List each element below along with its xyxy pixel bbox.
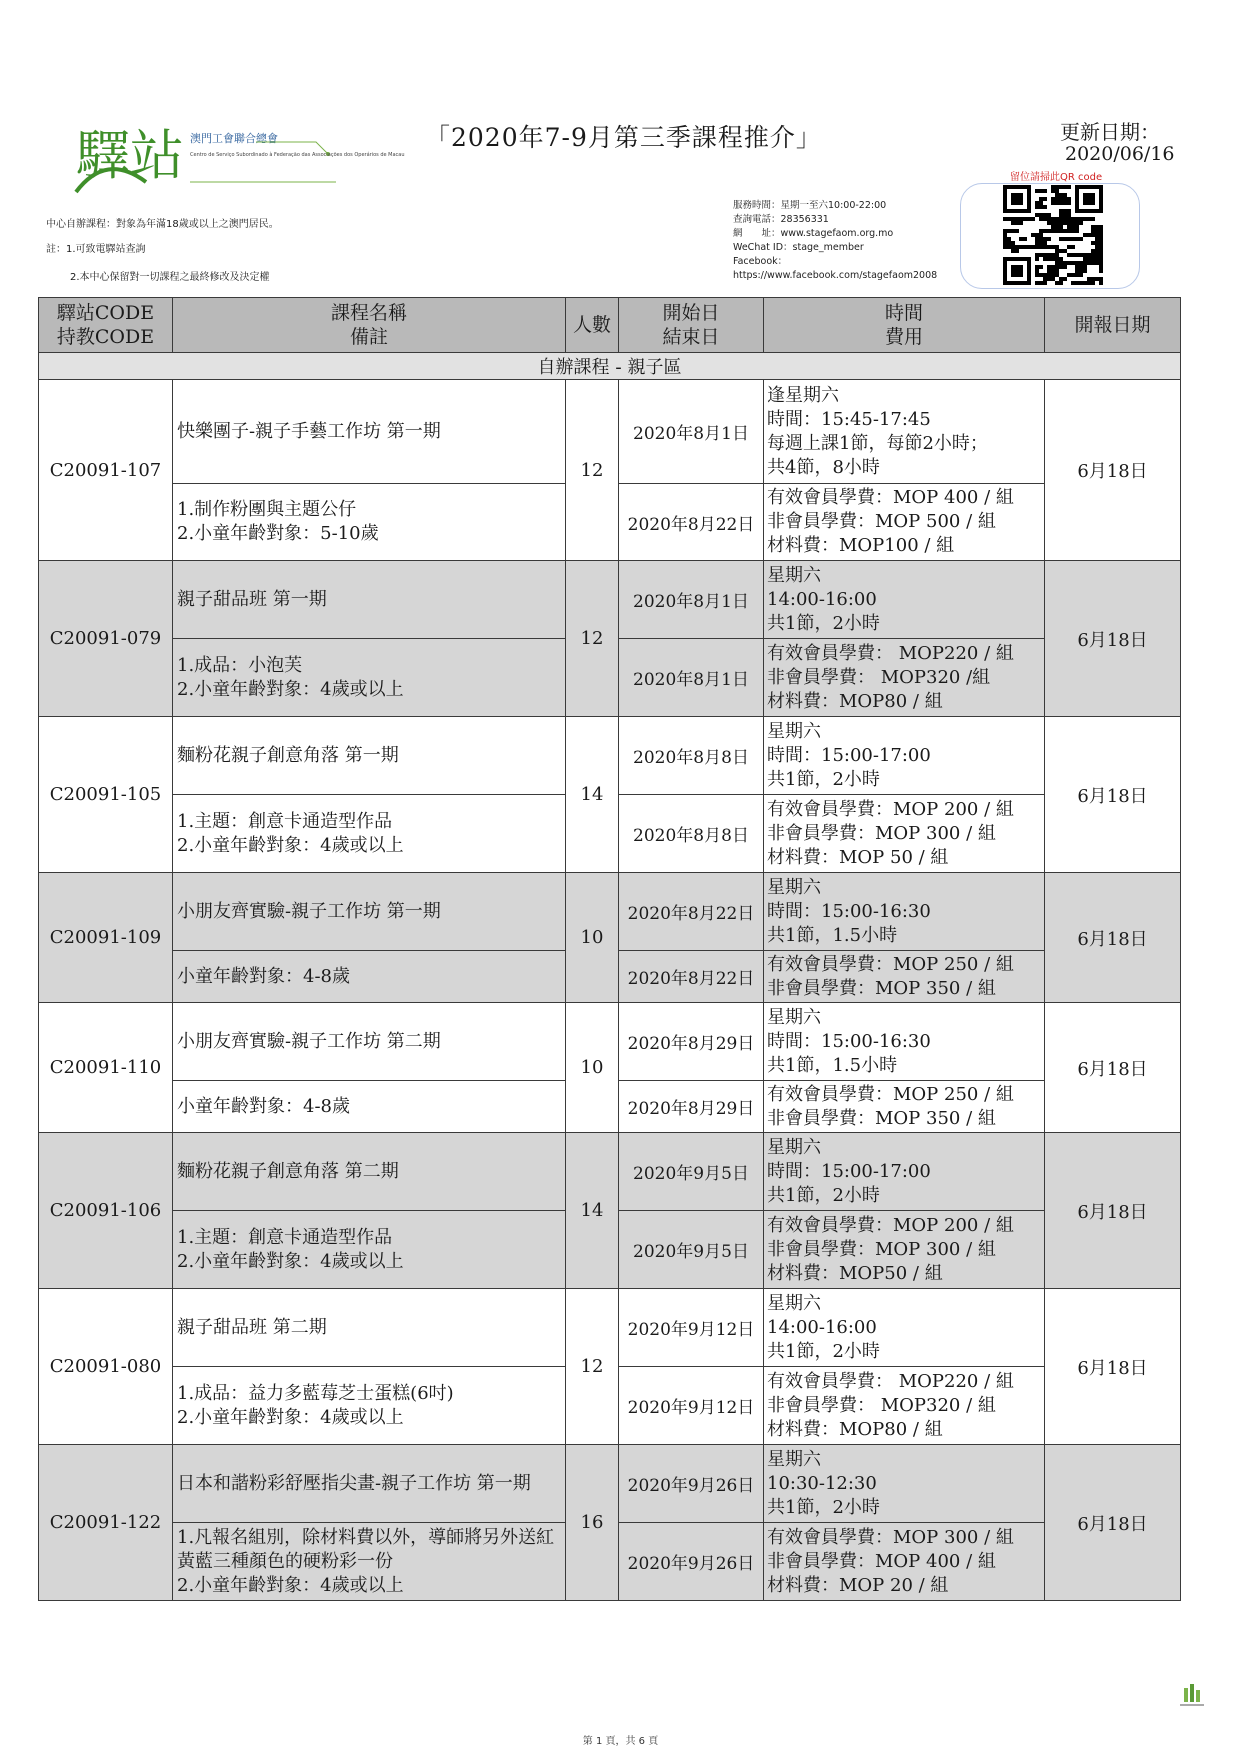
fee-line: 有效會員學費：MOP 200 / 組 bbox=[767, 798, 1014, 820]
remark-line: 2.小童年齡對象：4歲或以上 bbox=[177, 1250, 404, 1272]
wechat-id: WeChat ID：stage_member bbox=[733, 242, 864, 253]
table-row bbox=[39, 1445, 1181, 1523]
start-date: 2020年8月1日 bbox=[619, 380, 764, 484]
update-date: 2020/06/16 bbox=[1065, 143, 1175, 165]
logo-org-text: 澳門工會聯合總會 bbox=[190, 132, 278, 145]
course-code: C20091-110 bbox=[39, 1003, 173, 1133]
time-line: 14:00-16:00 bbox=[767, 588, 877, 610]
end-date: 2020年8月22日 bbox=[619, 951, 764, 1003]
eligibility-note: 中心自辦課程：對象為年滿18歲或以上之澳門居民。 bbox=[46, 219, 279, 230]
remark-line: 小童年齡對象：4-8歲 bbox=[177, 1095, 350, 1117]
fee-line: 材料費：MOP50 / 組 bbox=[767, 1262, 943, 1284]
start-date: 2020年8月29日 bbox=[619, 1003, 764, 1081]
course-people: 10 bbox=[566, 873, 619, 1003]
logo-mark-text: 驛站 bbox=[76, 124, 184, 187]
course-code: C20091-107 bbox=[39, 380, 173, 561]
start-date: 2020年9月5日 bbox=[619, 1133, 764, 1211]
course-people: 12 bbox=[566, 561, 619, 717]
registration-date: 6月18日 bbox=[1045, 380, 1181, 561]
time-line: 時間：15:00-16:30 bbox=[767, 900, 931, 922]
remark-line: 2.小童年齡對象：4歲或以上 bbox=[177, 1574, 404, 1596]
course-fee bbox=[764, 951, 1045, 1003]
table-row bbox=[39, 380, 1181, 484]
registration-date: 6月18日 bbox=[1045, 1289, 1181, 1445]
fee-line: 有效會員學費：MOP 300 / 組 bbox=[767, 1526, 1014, 1548]
start-date: 2020年9月26日 bbox=[619, 1445, 764, 1523]
course-name: 麵粉花親子創意角落 第一期 bbox=[173, 717, 566, 795]
time-line: 共1節，2小時 bbox=[767, 1340, 880, 1362]
fee-line: 非會員學費：MOP 350 / 組 bbox=[767, 977, 996, 999]
fee-line: 有效會員學費：MOP 400 / 組 bbox=[767, 487, 1014, 508]
start-date: 2020年8月1日 bbox=[619, 561, 764, 639]
update-label: 更新日期： bbox=[1060, 120, 1160, 144]
course-time bbox=[764, 1133, 1045, 1211]
course-time bbox=[764, 380, 1045, 484]
registration-date: 6月18日 bbox=[1045, 717, 1181, 873]
service-hours: 服務時間：星期一至六10:00-22:00 bbox=[733, 200, 887, 211]
course-name: 親子甜品班 第二期 bbox=[173, 1289, 566, 1367]
time-line: 逢星期六 bbox=[767, 384, 839, 406]
course-name: 小朋友齊實驗-親子工作坊 第二期 bbox=[173, 1003, 566, 1081]
time-line: 共1節，2小時 bbox=[767, 1184, 880, 1206]
note-2: 2.本中心保留對一切課程之最終修改及決定權 bbox=[70, 272, 270, 283]
time-line: 星期六 bbox=[767, 564, 821, 586]
fee-line: 材料費：MOP80 / 組 bbox=[767, 690, 943, 712]
time-line: 共1節，1.5小時 bbox=[767, 1054, 898, 1076]
qr-note: 留位請掃此QR code bbox=[1010, 172, 1103, 183]
header-people: 人數 bbox=[566, 298, 619, 353]
course-fee bbox=[764, 484, 1045, 561]
remark-line: 1.凡報名組別，除材料費以外，導師將另外送紅黃藍三種顏色的硬粉彩一份 bbox=[177, 1526, 555, 1572]
fee-line: 非會員學費： MOP320 / 組 bbox=[767, 1394, 996, 1416]
fee-line: 材料費：MOP80 / 組 bbox=[767, 1418, 943, 1440]
table-row bbox=[39, 561, 1181, 639]
end-date: 2020年9月26日 bbox=[619, 1523, 764, 1601]
section-title: 自辦課程 - 親子區 bbox=[39, 353, 1181, 380]
start-date: 2020年8月22日 bbox=[619, 873, 764, 951]
section-row bbox=[39, 353, 1181, 380]
header-reg: 開報日期 bbox=[1045, 298, 1181, 353]
time-line: 星期六 bbox=[767, 720, 821, 742]
fee-line: 非會員學費： MOP320 /組 bbox=[767, 666, 991, 688]
course-people: 14 bbox=[566, 1133, 619, 1289]
course-fee bbox=[764, 1523, 1045, 1601]
remark-line: 1.主題：創意卡通造型作品 bbox=[177, 810, 393, 832]
course-name: 快樂團子-親子手藝工作坊 第一期 bbox=[173, 380, 566, 484]
fee-line: 非會員學費：MOP 400 / 組 bbox=[767, 1550, 996, 1572]
course-people: 12 bbox=[566, 380, 619, 561]
course-fee bbox=[764, 1367, 1045, 1445]
course-remarks bbox=[173, 951, 566, 1003]
page-title: 「2020年7-9月第三季課程推介」 bbox=[425, 123, 822, 152]
fee-line: 有效會員學費： MOP220 / 組 bbox=[767, 1370, 1014, 1392]
start-date: 2020年8月8日 bbox=[619, 717, 764, 795]
table-row bbox=[39, 873, 1181, 951]
course-people: 16 bbox=[566, 1445, 619, 1601]
course-time bbox=[764, 561, 1045, 639]
course-time bbox=[764, 717, 1045, 795]
time-line: 每週上課1節，每節2小時； bbox=[767, 432, 988, 454]
fee-line: 材料費：MOP 50 / 組 bbox=[767, 846, 949, 868]
course-code: C20091-109 bbox=[39, 873, 173, 1003]
course-code: C20091-105 bbox=[39, 717, 173, 873]
course-name: 日本和諧粉彩舒壓指尖畫-親子工作坊 第一期 bbox=[173, 1445, 566, 1523]
course-remarks bbox=[173, 1081, 566, 1133]
course-remarks bbox=[173, 795, 566, 873]
fee-line: 材料費：MOP100 / 組 bbox=[767, 535, 955, 556]
course-code: C20091-122 bbox=[39, 1445, 173, 1601]
end-date: 2020年9月5日 bbox=[619, 1211, 764, 1289]
header-time: 時間 費用 bbox=[764, 298, 1045, 353]
facebook-label: Facebook： bbox=[733, 256, 788, 267]
time-line: 星期六 bbox=[767, 876, 821, 898]
course-fee bbox=[764, 1081, 1045, 1133]
course-time bbox=[764, 873, 1045, 951]
registration-date: 6月18日 bbox=[1045, 873, 1181, 1003]
remark-line: 1.成品：小泡芙 bbox=[177, 654, 303, 676]
fee-line: 非會員學費：MOP 300 / 組 bbox=[767, 822, 996, 844]
course-remarks bbox=[173, 484, 566, 561]
fee-line: 有效會員學費：MOP 250 / 組 bbox=[767, 1083, 1014, 1105]
time-line: 14:00-16:00 bbox=[767, 1316, 877, 1338]
fee-line: 非會員學費：MOP 500 / 組 bbox=[767, 511, 996, 532]
end-date: 2020年8月8日 bbox=[619, 795, 764, 873]
time-line: 共1節，2小時 bbox=[767, 768, 880, 790]
course-name: 小朋友齊實驗-親子工作坊 第一期 bbox=[173, 873, 566, 951]
table-row bbox=[39, 1003, 1181, 1081]
table-row bbox=[39, 1133, 1181, 1211]
end-date: 2020年8月22日 bbox=[619, 484, 764, 561]
time-line: 星期六 bbox=[767, 1006, 821, 1028]
page-footer: 第 1 頁，共 6 頁 bbox=[582, 1736, 659, 1747]
remark-line: 1.成品：益力多藍莓芝士蛋糕(6吋) bbox=[177, 1382, 454, 1404]
end-date: 2020年8月29日 bbox=[619, 1081, 764, 1133]
fee-line: 有效會員學費：MOP 200 / 組 bbox=[767, 1214, 1014, 1236]
course-fee bbox=[764, 795, 1045, 873]
course-time bbox=[764, 1289, 1045, 1367]
header-code: 驛站CODE 持教CODE bbox=[39, 298, 173, 353]
facebook-url[interactable]: https://www.facebook.com/stagefaom2008 bbox=[733, 270, 938, 281]
time-line: 共4節，8小時 bbox=[767, 456, 880, 478]
course-people: 14 bbox=[566, 717, 619, 873]
fee-line: 有效會員學費：MOP 250 / 組 bbox=[767, 953, 1014, 975]
fee-line: 材料費：MOP 20 / 組 bbox=[767, 1574, 949, 1596]
header-name: 課程名稱 備註 bbox=[173, 298, 566, 353]
course-fee bbox=[764, 639, 1045, 717]
logo-subtitle-text: Centro de Serviço Subordinado à Federação das Associações dos Operários de Macau bbox=[190, 152, 405, 158]
time-line: 星期六 bbox=[767, 1292, 821, 1314]
course-code: C20091-080 bbox=[39, 1289, 173, 1445]
table-row bbox=[39, 1289, 1181, 1367]
time-line: 共1節，2小時 bbox=[767, 1496, 880, 1518]
course-remarks bbox=[173, 1523, 566, 1601]
registration-date: 6月18日 bbox=[1045, 561, 1181, 717]
phone-number: 查詢電話：28356331 bbox=[733, 214, 829, 225]
end-date: 2020年8月1日 bbox=[619, 639, 764, 717]
time-line: 10:30-12:30 bbox=[767, 1472, 877, 1494]
remark-line: 小童年齡對象：4-8歲 bbox=[177, 965, 350, 987]
table-row bbox=[39, 717, 1181, 795]
time-line: 時間：15:45-17:45 bbox=[767, 408, 931, 430]
course-people: 12 bbox=[566, 1289, 619, 1445]
table-header-row bbox=[39, 298, 1181, 353]
registration-date: 6月18日 bbox=[1045, 1133, 1181, 1289]
fee-line: 非會員學費：MOP 300 / 組 bbox=[767, 1238, 996, 1260]
note-1: 註：1.可致電驛站查詢 bbox=[46, 244, 146, 255]
remark-line: 1.制作粉團與主題公仔 bbox=[177, 499, 357, 520]
website[interactable]: 網 址：www.stagefaom.org.mo bbox=[733, 228, 894, 239]
remark-line: 2.小童年齡對象：4歲或以上 bbox=[177, 678, 404, 700]
course-people: 10 bbox=[566, 1003, 619, 1133]
course-fee bbox=[764, 1211, 1045, 1289]
course-name: 親子甜品班 第一期 bbox=[173, 561, 566, 639]
registration-date: 6月18日 bbox=[1045, 1445, 1181, 1601]
remark-line: 2.小童年齡對象：4歲或以上 bbox=[177, 834, 404, 856]
course-time bbox=[764, 1003, 1045, 1081]
corner-logo-icon bbox=[1178, 1682, 1206, 1712]
time-line: 時間：15:00-17:00 bbox=[767, 744, 931, 766]
qr-code-icon[interactable] bbox=[1003, 185, 1103, 285]
fee-line: 有效會員學費： MOP220 / 組 bbox=[767, 642, 1014, 664]
fee-line: 非會員學費：MOP 350 / 組 bbox=[767, 1107, 996, 1129]
course-remarks bbox=[173, 639, 566, 717]
course-code: C20091-106 bbox=[39, 1133, 173, 1289]
registration-date: 6月18日 bbox=[1045, 1003, 1181, 1133]
course-table bbox=[38, 297, 1181, 1601]
course-remarks bbox=[173, 1367, 566, 1445]
remark-line: 2.小童年齡對象：4歲或以上 bbox=[177, 1406, 404, 1428]
start-date: 2020年9月12日 bbox=[619, 1289, 764, 1367]
end-date: 2020年9月12日 bbox=[619, 1367, 764, 1445]
course-code: C20091-079 bbox=[39, 561, 173, 717]
course-name: 麵粉花親子創意角落 第二期 bbox=[173, 1133, 566, 1211]
organization-logo bbox=[66, 112, 405, 212]
time-line: 時間：15:00-17:00 bbox=[767, 1160, 931, 1182]
remark-line: 2.小童年齡對象：5-10歲 bbox=[177, 523, 379, 544]
course-time bbox=[764, 1445, 1045, 1523]
remark-line: 1.主題：創意卡通造型作品 bbox=[177, 1226, 393, 1248]
course-remarks bbox=[173, 1211, 566, 1289]
time-line: 星期六 bbox=[767, 1448, 821, 1470]
time-line: 時間：15:00-16:30 bbox=[767, 1030, 931, 1052]
time-line: 星期六 bbox=[767, 1136, 821, 1158]
time-line: 共1節，2小時 bbox=[767, 612, 880, 634]
header-date: 開始日 結束日 bbox=[619, 298, 764, 353]
time-line: 共1節，1.5小時 bbox=[767, 924, 898, 946]
contact-info bbox=[733, 199, 937, 283]
